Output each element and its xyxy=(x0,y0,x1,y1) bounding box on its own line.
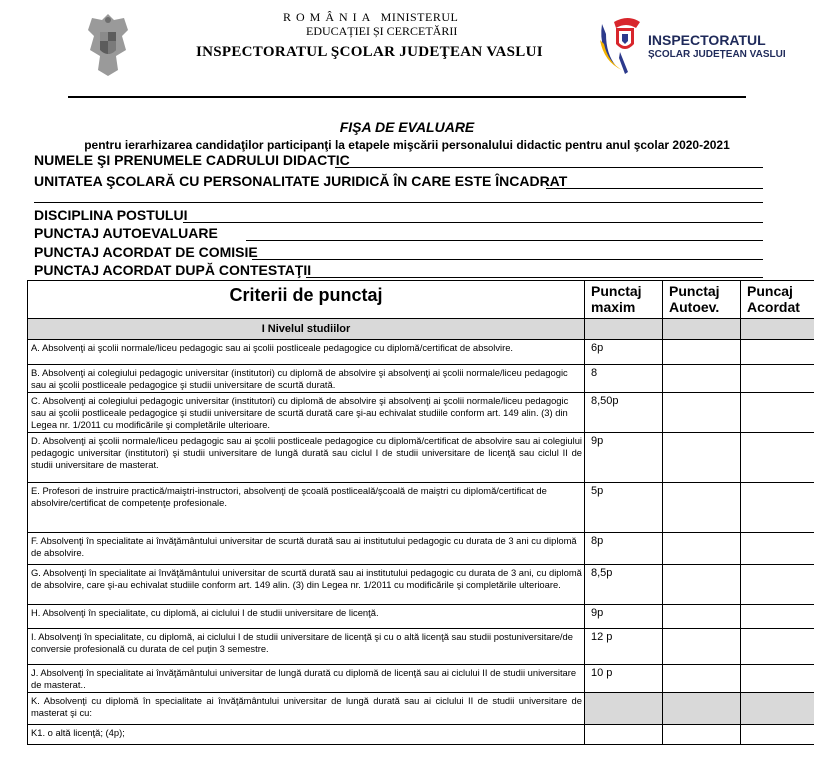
table-row xyxy=(28,605,814,629)
romania-coat-of-arms-icon xyxy=(84,10,132,78)
discipline-field xyxy=(34,207,188,223)
commission-score-label: PUNCTAJ ACORDAT DE COMISIE xyxy=(34,244,258,260)
commission-score-field xyxy=(34,244,258,260)
granted-cell xyxy=(741,693,814,725)
granted-cell[interactable] xyxy=(741,605,814,629)
section-cell xyxy=(741,319,814,340)
form-subtitle: pentru ierarhizarea candidaţilor participanţi la etapele mişcării personalului didactic pentru anul şcolar 2020-2021 xyxy=(84,138,730,152)
granted-cell[interactable] xyxy=(741,365,814,393)
appeal-score-label: PUNCTAJ ACORDAT DUPĂ CONTESTAŢII xyxy=(34,262,312,278)
unit-field-label: UNITATEA ŞCOLARĂ CU PERSONALITATE JURIDICĂ ÎN CARE ESTE ÎNCADRAT xyxy=(34,173,568,189)
unit-field-line-2[interactable] xyxy=(34,202,763,203)
table-row xyxy=(28,693,814,725)
self-eval-cell[interactable] xyxy=(663,483,741,533)
table-row xyxy=(28,365,814,393)
max-points-cell: 5p xyxy=(585,483,663,533)
granted-header: Puncaj Acordat xyxy=(741,281,814,319)
evaluation-table xyxy=(27,280,814,745)
self-score-field xyxy=(34,225,218,241)
table-row xyxy=(28,433,814,483)
section-cell xyxy=(585,319,663,340)
granted-cell[interactable] xyxy=(741,725,814,745)
name-field xyxy=(34,152,350,168)
max-points-cell: 6p xyxy=(585,340,663,365)
self-eval-cell[interactable] xyxy=(663,365,741,393)
criterion-text: G. Absolvenţi în specialitate ai învăţământului universitar de scurtă durată sau ai institutului pedagogic cu durata de 3 ani, cu diplomă de absolvire, care şi-au echivalat studiile conform art. 149 alin. (3) din Legea nr. 1/2011 cu modificările şi completările ulterioare. xyxy=(28,565,585,605)
granted-cell[interactable] xyxy=(741,483,814,533)
criterion-text: C. Absolvenţi ai colegiului pedagogic universitar (institutori) cu diplomă de absolvire şi absolvenţi ai şcolii normale/liceu pedagogic sau ai şcolii postliceale pedagogice şi studii universitare de scurtă durată care şi-au echivalat studiile conform art. 149 alin. (3) din Legea nr. 1/2011 cu modificările şi completările ulterioare. xyxy=(28,393,585,433)
discipline-field-line[interactable] xyxy=(183,222,763,223)
country-name: ROMÂNIA xyxy=(283,10,375,24)
criterion-text: K1. o altă licenţă; (4p); xyxy=(28,725,585,745)
self-eval-cell[interactable] xyxy=(663,605,741,629)
self-eval-cell[interactable] xyxy=(663,629,741,665)
appeal-score-field xyxy=(34,262,311,278)
max-points-cell: 9p xyxy=(585,605,663,629)
table-row xyxy=(28,393,814,433)
self-score-label: PUNCTAJ AUTOEVALUARE xyxy=(34,225,218,241)
isj-logo-icon xyxy=(594,14,644,76)
criterion-text: H. Absolvenţi în specialitate, cu diplomă, ai ciclului I de studii universitare de licenţă. xyxy=(28,605,585,629)
max-points-cell: 8 xyxy=(585,365,663,393)
header-divider xyxy=(68,96,746,98)
criterion-text: E. Profesori de instruire practică/maiştri-instructori, absolvenţi de şcoală postliceală/şcoală de maiştri cu diplomă/certificat de absolvire/certificat de competenţe profesionale. xyxy=(28,483,585,533)
section-title: I Nivelul studiilor xyxy=(28,319,585,340)
name-field-label: NUMELE ŞI PRENUMELE CADRULUI DIDACTIC xyxy=(34,152,350,168)
institution-name: INSPECTORATUL ŞCOLAR JUDEŢEAN VASLUI xyxy=(196,44,543,60)
criterion-text: I. Absolvenţi în specialitate, cu diplomă, ai ciclului I de studii universitare de licenţă şi cu o altă licenţă sau studii postuniversitare/de conversie profesională cu durata de cel puţin 3 semestre. xyxy=(28,629,585,665)
section-cell xyxy=(663,319,741,340)
criterion-text: K. Absolvenţi cu diplomă în specialitate ai învăţământului universitar de lungă durată sau ai ciclului II de studii universitare de masterat şi cu: xyxy=(28,693,585,725)
document-header xyxy=(0,0,814,98)
granted-cell[interactable] xyxy=(741,393,814,433)
discipline-field-label: DISCIPLINA POSTULUI xyxy=(34,207,188,223)
max-points-cell: 8,50p xyxy=(585,393,663,433)
table-header-row xyxy=(28,281,814,319)
self-eval-cell[interactable] xyxy=(663,565,741,605)
criterion-text: F. Absolvenţi în specialitate ai învăţământului universitar de scurtă durată sau ai institutului pedagogic cu durata de 3 ani cu diplomă de absolvire. xyxy=(28,533,585,565)
max-points-cell xyxy=(585,693,663,725)
self-eval-header: Punctaj Autoev. xyxy=(663,281,741,319)
self-eval-cell[interactable] xyxy=(663,393,741,433)
max-points-header: Punctaj maxim xyxy=(585,281,663,319)
max-points-cell: 8p xyxy=(585,533,663,565)
table-row xyxy=(28,725,814,745)
criteria-header: Criterii de punctaj xyxy=(28,281,585,319)
ministry-name-cont: EDUCAȚIEI ȘI CERCETĂRII xyxy=(306,24,458,38)
appeal-score-line[interactable] xyxy=(306,277,763,278)
granted-cell[interactable] xyxy=(741,629,814,665)
self-eval-cell[interactable] xyxy=(663,340,741,365)
self-score-line[interactable] xyxy=(246,240,763,241)
unit-field xyxy=(34,173,567,189)
criterion-text: J. Absolvenţi în specialitate ai învăţământului universitar de lungă durată cu diplomă de licenţă sau ai ciclului II de studii universitare de masterat.. xyxy=(28,665,585,693)
table-row xyxy=(28,483,814,533)
table-row xyxy=(28,665,814,693)
criterion-text: A. Absolvenţi ai şcolii normale/liceu pedagogic sau ai şcolii postliceale pedagogice cu diplomă/certificat de absolvire. xyxy=(28,340,585,365)
criterion-text: D. Absolvenţi ai şcolii normale/liceu pedagogic sau ai şcolii postliceale pedagogice cu diplomă/certificat de absolvire sau ai colegiului pedagogic universitar (institutori) şi studii universitare de lungă durată sau ciclul I de studii universitare de licenţă sau ciclul II de studii universitare de masterat. xyxy=(28,433,585,483)
criterion-text: B. Absolvenţi ai colegiului pedagogic universitar (institutori) cu diplomă de absolvire şi absolvenţi ai şcolii normale/liceu pedagogic sau ai şcolii postliceale pedagogice şi studii universitare de scurtă durată. xyxy=(28,365,585,393)
table-row xyxy=(28,629,814,665)
table-row xyxy=(28,340,814,365)
granted-cell[interactable] xyxy=(741,533,814,565)
granted-cell[interactable] xyxy=(741,665,814,693)
self-eval-cell[interactable] xyxy=(663,725,741,745)
ministry-name: MINISTERUL xyxy=(380,10,459,24)
section-row xyxy=(28,319,814,340)
table-row xyxy=(28,565,814,605)
self-eval-cell xyxy=(663,693,741,725)
commission-score-line[interactable] xyxy=(252,259,763,260)
max-points-cell: 12 p xyxy=(585,629,663,665)
granted-cell[interactable] xyxy=(741,565,814,605)
max-points-cell: 9p xyxy=(585,433,663,483)
self-eval-cell[interactable] xyxy=(663,533,741,565)
max-points-cell: 10 p xyxy=(585,665,663,693)
form-title: FIŞA DE EVALUARE xyxy=(339,119,475,135)
granted-cell[interactable] xyxy=(741,340,814,365)
max-points-cell: 8,5p xyxy=(585,565,663,605)
table-row xyxy=(28,533,814,565)
unit-field-line[interactable] xyxy=(546,188,763,189)
logo-title: INSPECTORATUL xyxy=(648,32,766,48)
max-points-cell xyxy=(585,725,663,745)
granted-cell[interactable] xyxy=(741,433,814,483)
self-eval-cell[interactable] xyxy=(663,433,741,483)
header-country-line xyxy=(283,10,458,25)
logo-subtitle: ȘCOLAR JUDEȚEAN VASLUI xyxy=(648,49,786,60)
name-field-line[interactable] xyxy=(335,167,763,168)
self-eval-cell[interactable] xyxy=(663,665,741,693)
